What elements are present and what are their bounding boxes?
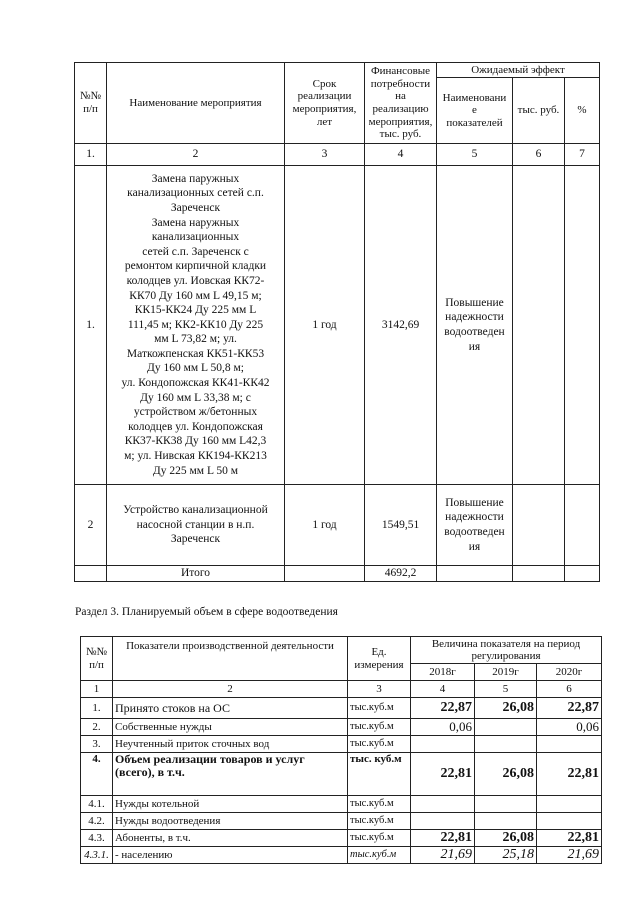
- col-number: 4: [411, 681, 475, 698]
- header-year: 2019г: [475, 664, 537, 681]
- table-row: [81, 847, 602, 864]
- value-2019: 26,08: [475, 698, 537, 719]
- value-2020: 0,06: [537, 719, 602, 736]
- col-number: 2: [107, 144, 285, 166]
- activity-percent: [565, 166, 600, 485]
- header-num: №№ п/п: [75, 63, 107, 144]
- header-term: Срок реализации мероприятия, лет: [285, 63, 365, 144]
- value-2019: [475, 796, 537, 813]
- header-period: Величина показателя на период регулирования: [411, 637, 602, 664]
- row-name: Абоненты, в т.ч.: [113, 830, 348, 847]
- row-name: Собственные нужды: [113, 719, 348, 736]
- row-num: 1.: [75, 166, 107, 485]
- activity-percent: [565, 485, 600, 566]
- row-num: 3.: [81, 736, 113, 753]
- row-unit: тыс. куб.м: [348, 753, 411, 796]
- activity-term: 1 год: [285, 166, 365, 485]
- row-num: 4.3.: [81, 830, 113, 847]
- activity-thous-rub: [513, 485, 565, 566]
- value-2020: 21,69: [537, 847, 602, 864]
- header-num: №№ п/п: [81, 637, 113, 681]
- row-unit: тыс.куб.м: [348, 698, 411, 719]
- table-row: [81, 719, 602, 736]
- row-name: Принято стоков на ОС: [113, 698, 348, 719]
- value-2020: [537, 796, 602, 813]
- row-num: 4.3.1.: [81, 847, 113, 864]
- header-indicator-name: Наименовани е показателей: [437, 78, 513, 144]
- header-indicator: Показатели производственной деятельности: [113, 637, 348, 681]
- header-year: 2018г: [411, 664, 475, 681]
- row-name: Объем реализации товаров и услуг (всего), в т.ч.: [113, 753, 348, 796]
- row-name: Неучтенный приток сточных вод: [113, 736, 348, 753]
- value-2019: [475, 736, 537, 753]
- col-number: 2: [113, 681, 348, 698]
- total-label: Итого: [107, 566, 285, 582]
- col-number: 6: [513, 144, 565, 166]
- table-row: [81, 698, 602, 719]
- header-expected-effect: Ожидаемый эффект: [437, 63, 600, 78]
- value-2018: 21,69: [411, 847, 475, 864]
- activity-finance: 3142,69: [365, 166, 437, 485]
- table-row: [81, 830, 602, 847]
- row-unit: тыс.куб.м: [348, 796, 411, 813]
- value-2019: 26,08: [475, 830, 537, 847]
- row-num: 4.: [81, 753, 113, 796]
- header-year: 2020г: [537, 664, 602, 681]
- row-num: 1.: [81, 698, 113, 719]
- activities-table: [74, 62, 600, 582]
- col-number: 3: [348, 681, 411, 698]
- column-numbers-row: [75, 144, 600, 166]
- value-2018: 22,81: [411, 753, 475, 796]
- table-row: [81, 813, 602, 830]
- section-title: Раздел 3. Планируемый объем в сфере водоотведения: [75, 606, 338, 618]
- activity-term: 1 год: [285, 485, 365, 566]
- row-num: 2.: [81, 719, 113, 736]
- col-number: 3: [285, 144, 365, 166]
- col-number: 1: [81, 681, 113, 698]
- column-numbers-row: [81, 681, 602, 698]
- table-row: [75, 485, 600, 566]
- value-2018: 0,06: [411, 719, 475, 736]
- col-number: 7: [565, 144, 600, 166]
- value-2019: 25,18: [475, 847, 537, 864]
- total-row: [75, 566, 600, 582]
- row-unit: тыс.куб.м: [348, 813, 411, 830]
- value-2020: 22,87: [537, 698, 602, 719]
- activity-name: Устройство канализационной насосной станции в н.п. Зареченск: [107, 485, 285, 566]
- row-num: 4.1.: [81, 796, 113, 813]
- col-number: 1.: [75, 144, 107, 166]
- planned-volume-table: [80, 636, 602, 864]
- table-row: [75, 166, 600, 485]
- value-2020: 22,81: [537, 830, 602, 847]
- value-2018: [411, 813, 475, 830]
- value-2019: [475, 813, 537, 830]
- header-percent: %: [565, 78, 600, 144]
- value-2020: [537, 736, 602, 753]
- row-unit: тыс.куб.м: [348, 830, 411, 847]
- header-activity-name: Наименование мероприятия: [107, 63, 285, 144]
- activity-indicator: Повышение надежности водоотведен ия: [437, 166, 513, 485]
- value-2018: 22,87: [411, 698, 475, 719]
- col-number: 5: [437, 144, 513, 166]
- row-name: - населению: [113, 847, 348, 864]
- activity-indicator: Повышение надежности водоотведен ия: [437, 485, 513, 566]
- row-unit: тыс.куб.м: [348, 719, 411, 736]
- table-row: [81, 736, 602, 753]
- col-number: 4: [365, 144, 437, 166]
- row-unit: тыс.куб.м: [348, 736, 411, 753]
- total-value: 4692,2: [365, 566, 437, 582]
- col-number: 6: [537, 681, 602, 698]
- row-name: Нужды котельной: [113, 796, 348, 813]
- header-unit: Ед. измерения: [348, 637, 411, 681]
- activity-name: Замена паружных канализационных сетей с.п. Зареченск Замена наружных канализационных сетей с.п. Зареченск с ремонтом кирпичной кладки колодцев ул. Иовская КК72- КК70 Ду 160 мм L 49,15 м; КК15-КК24 Ду 225 мм L 111,45 м; КК2-КК10 Ду 225 мм L 73,82 м; ул. Маткожпенская КК51-КК53 Ду 160 мм L 50,8 м; ул. Кондопожская КК41-КК42 Ду 160 мм L 33,38 м; с устройством ж/бетонных колодцев ул. Кондопожская КК37-КК38 Ду 160 мм L42,3 м; ул. Нивская КК194-КК213 Ду 225 мм L 50 м: [107, 166, 285, 485]
- activity-thous-rub: [513, 166, 565, 485]
- activity-finance: 1549,51: [365, 485, 437, 566]
- value-2020: [537, 813, 602, 830]
- table-row: [81, 796, 602, 813]
- header-thous-rub: тыс. руб.: [513, 78, 565, 144]
- value-2018: [411, 796, 475, 813]
- header-finance: Финансовые потребности на реализацию мероприятия, тыс. руб.: [365, 63, 437, 144]
- value-2019: 26,08: [475, 753, 537, 796]
- row-unit: тыс.куб.м: [348, 847, 411, 864]
- value-2019: [475, 719, 537, 736]
- row-num: 2: [75, 485, 107, 566]
- value-2018: 22,81: [411, 830, 475, 847]
- row-num: 4.2.: [81, 813, 113, 830]
- table-row: [81, 753, 602, 796]
- col-number: 5: [475, 681, 537, 698]
- value-2018: [411, 736, 475, 753]
- row-name: Нужды водоотведения: [113, 813, 348, 830]
- value-2020: 22,81: [537, 753, 602, 796]
